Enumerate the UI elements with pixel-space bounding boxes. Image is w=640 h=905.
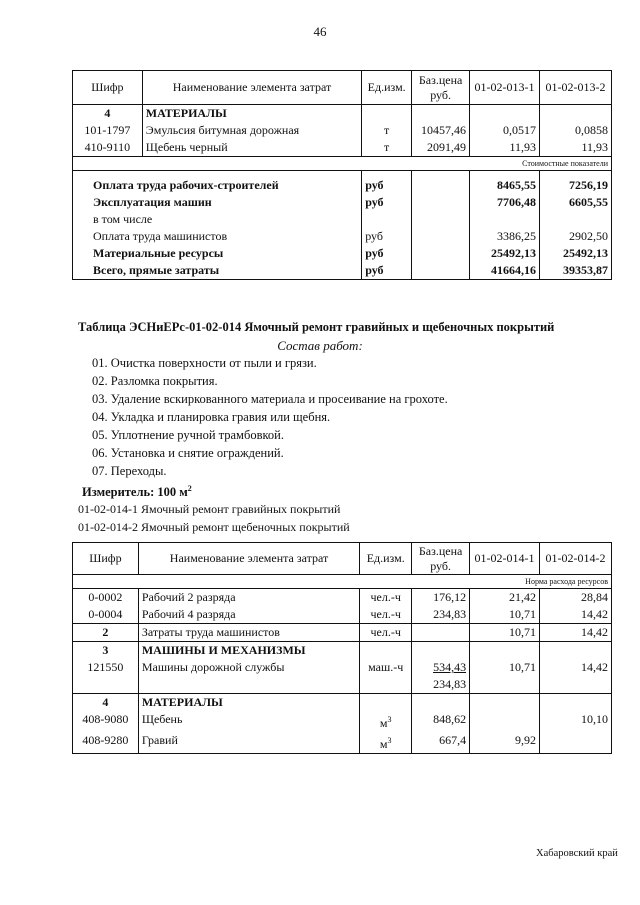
norm-label-row xyxy=(73,575,612,589)
row-value-2: 11,93 xyxy=(540,139,612,157)
resource-table-013 xyxy=(72,70,612,280)
cost-unit: руб xyxy=(362,262,412,280)
header-name: Наименование элемента затрат xyxy=(138,543,359,575)
header-unit: Ед.изм. xyxy=(360,543,412,575)
row-value-1: 11,93 xyxy=(470,139,540,157)
cost-label-row xyxy=(73,157,612,171)
cost-unit: руб xyxy=(362,194,412,211)
row-value-1: 10,71 xyxy=(470,624,540,642)
cost-row xyxy=(73,228,612,245)
row-code: 408-9280 xyxy=(73,732,139,754)
row-code: 2 xyxy=(73,624,139,642)
cost-value-2: 7256,19 xyxy=(540,177,612,194)
row-value-1: 9,92 xyxy=(470,732,540,754)
header-code: Шифр xyxy=(73,71,143,105)
cost-row xyxy=(73,262,612,280)
cost-value-2: 39353,87 xyxy=(540,262,612,280)
cost-value-2: 2902,50 xyxy=(540,228,612,245)
cost-name: Оплата труда рабочих-строителей xyxy=(73,177,362,194)
cost-name: Материальные ресурсы xyxy=(73,245,362,262)
table-header-row xyxy=(73,71,612,105)
composition-title: Состав работ: xyxy=(277,338,363,353)
cost-value-1: 7706,48 xyxy=(470,194,540,211)
variant-line: 01-02-014-2 Ямочный ремонт щебеночных покрытий xyxy=(78,520,350,534)
measurement-unit xyxy=(82,484,192,500)
row-code: 0-0002 xyxy=(73,589,139,607)
row-code: 101-1797 xyxy=(73,122,143,139)
row-unit: маш.-ч xyxy=(360,659,412,694)
variant-line: 01-02-014-1 Ямочный ремонт гравийных покрытий xyxy=(78,502,341,516)
table-row xyxy=(73,122,612,139)
row-price xyxy=(412,624,470,642)
row-code: 0-0004 xyxy=(73,606,139,624)
header-unit: Ед.изм. xyxy=(362,71,412,105)
row-name: Щебень черный xyxy=(142,139,361,157)
row-price: 667,4 xyxy=(412,732,470,754)
row-unit: чел.-ч xyxy=(360,589,412,607)
row-value-1 xyxy=(470,711,540,732)
section-title: МАТЕРИАЛЫ xyxy=(142,105,361,123)
row-name: Рабочий 4 разряда xyxy=(138,606,359,624)
resource-table-014 xyxy=(72,542,612,754)
cost-row xyxy=(73,245,612,262)
header-variant-2: 01-02-013-2 xyxy=(540,71,612,105)
footer-region: Хабаровский край xyxy=(536,848,618,859)
header-code: Шифр xyxy=(73,543,139,575)
cost-unit: руб xyxy=(362,228,412,245)
unit-text: м xyxy=(379,737,388,751)
row-value-2: 14,42 xyxy=(540,624,612,642)
row-name: Затраты труда машинистов xyxy=(138,624,359,642)
section-row-materials xyxy=(73,694,612,712)
cost-name: Эксплуатация машин xyxy=(73,194,362,211)
cost-name: Всего, прямые затраты xyxy=(73,262,362,280)
row-unit: чел.-ч xyxy=(360,624,412,642)
section-title: МАТЕРИАЛЫ xyxy=(138,694,359,712)
work-step: 05. Уплотнение ручной трамбовкой. xyxy=(92,428,284,442)
unit-sup: 3 xyxy=(387,715,392,724)
cost-value-1: 3386,25 xyxy=(470,228,540,245)
table-row xyxy=(73,711,612,732)
work-step: 01. Очистка поверхности от пыли и грязи. xyxy=(92,356,317,370)
row-code: 121550 xyxy=(73,659,139,694)
section-row-machines xyxy=(73,642,612,660)
table-row xyxy=(73,659,612,694)
row-value-2: 28,84 xyxy=(540,589,612,607)
work-step: 04. Укладка и планировка гравия или щебня. xyxy=(92,410,331,424)
row-value-2 xyxy=(540,732,612,754)
row-unit: чел.-ч xyxy=(360,606,412,624)
table-caption: Таблица ЭСНиЕРс-01-02-014 Ямочный ремонт гравийных и щебеночных покрытий xyxy=(78,320,555,334)
work-step: 06. Установка и снятие ограждений. xyxy=(92,446,284,460)
row-value-1: 10,71 xyxy=(470,606,540,624)
row-price xyxy=(412,659,470,694)
row-price: 848,62 xyxy=(412,711,470,732)
section-code: 4 xyxy=(73,694,139,712)
table-header-row xyxy=(73,543,612,575)
row-code: 410-9110 xyxy=(73,139,143,157)
section-row-materials xyxy=(73,105,612,123)
header-variant-1: 01-02-014-1 xyxy=(470,543,540,575)
row-unit xyxy=(360,711,412,732)
table-row xyxy=(73,732,612,754)
row-unit: т xyxy=(362,139,412,157)
work-step: 03. Удаление вскиркованного материала и просеивание на грохоте. xyxy=(92,392,448,406)
row-value-1: 10,71 xyxy=(470,659,540,694)
row-value-2: 14,42 xyxy=(540,606,612,624)
norm-label: Норма расхода ресурсов xyxy=(470,575,612,589)
cost-value-2: 6605,55 xyxy=(540,194,612,211)
page-number: 46 xyxy=(313,24,327,39)
header-variant-2: 01-02-014-2 xyxy=(540,543,612,575)
cost-name: в том числе xyxy=(73,211,362,228)
section-code: 3 xyxy=(73,642,139,660)
row-price: 2091,49 xyxy=(412,139,470,157)
header-variant-1: 01-02-013-1 xyxy=(470,71,540,105)
row-unit: т xyxy=(362,122,412,139)
table-row xyxy=(73,139,612,157)
header-price: Баз.цена руб. xyxy=(412,71,470,105)
cost-row xyxy=(73,177,612,194)
row-price: 234,83 xyxy=(412,606,470,624)
row-value-2: 0,0858 xyxy=(540,122,612,139)
header-price: Баз.цена руб. xyxy=(412,543,470,575)
cost-row xyxy=(73,194,612,211)
price-primary: 534,43 xyxy=(433,660,467,674)
measurement-label: Измеритель: 100 м xyxy=(82,485,188,500)
cost-value-1: 41664,16 xyxy=(470,262,540,280)
cost-indicators-label: Стоимостные показатели xyxy=(470,157,612,171)
cost-name: Оплата труда машинистов xyxy=(73,228,362,245)
header-name: Наименование элемента затрат xyxy=(142,71,361,105)
section-title: МАШИНЫ И МЕХАНИЗМЫ xyxy=(138,642,359,660)
measurement-sup: 2 xyxy=(187,484,192,493)
price-secondary: 234,83 xyxy=(433,677,467,691)
row-value-1: 21,42 xyxy=(470,589,540,607)
row-name: Гравий xyxy=(138,732,359,754)
row-name: Щебень xyxy=(138,711,359,732)
work-step: 02. Разломка покрытия. xyxy=(92,374,218,388)
row-value-2: 10,10 xyxy=(540,711,612,732)
row-price: 10457,46 xyxy=(412,122,470,139)
row-price: 176,12 xyxy=(412,589,470,607)
cost-value-1: 25492,13 xyxy=(470,245,540,262)
table-row xyxy=(73,589,612,607)
row-code: 408-9080 xyxy=(73,711,139,732)
cost-value-2: 25492,13 xyxy=(540,245,612,262)
row-value-2: 14,42 xyxy=(540,659,612,694)
cost-unit: руб xyxy=(362,177,412,194)
row-value-1: 0,0517 xyxy=(470,122,540,139)
row-name: Машины дорожной службы xyxy=(138,659,359,694)
cost-value-1: 8465,55 xyxy=(470,177,540,194)
unit-sup: 3 xyxy=(387,736,392,745)
section-code: 4 xyxy=(73,105,143,123)
work-step: 07. Переходы. xyxy=(92,464,167,478)
row-unit xyxy=(360,732,412,754)
machinist-row xyxy=(73,624,612,642)
row-name: Эмульсия битумная дорожная xyxy=(142,122,361,139)
table-row xyxy=(73,606,612,624)
cost-row xyxy=(73,211,612,228)
cost-unit: руб xyxy=(362,245,412,262)
unit-text: м xyxy=(379,716,388,730)
row-name: Рабочий 2 разряда xyxy=(138,589,359,607)
